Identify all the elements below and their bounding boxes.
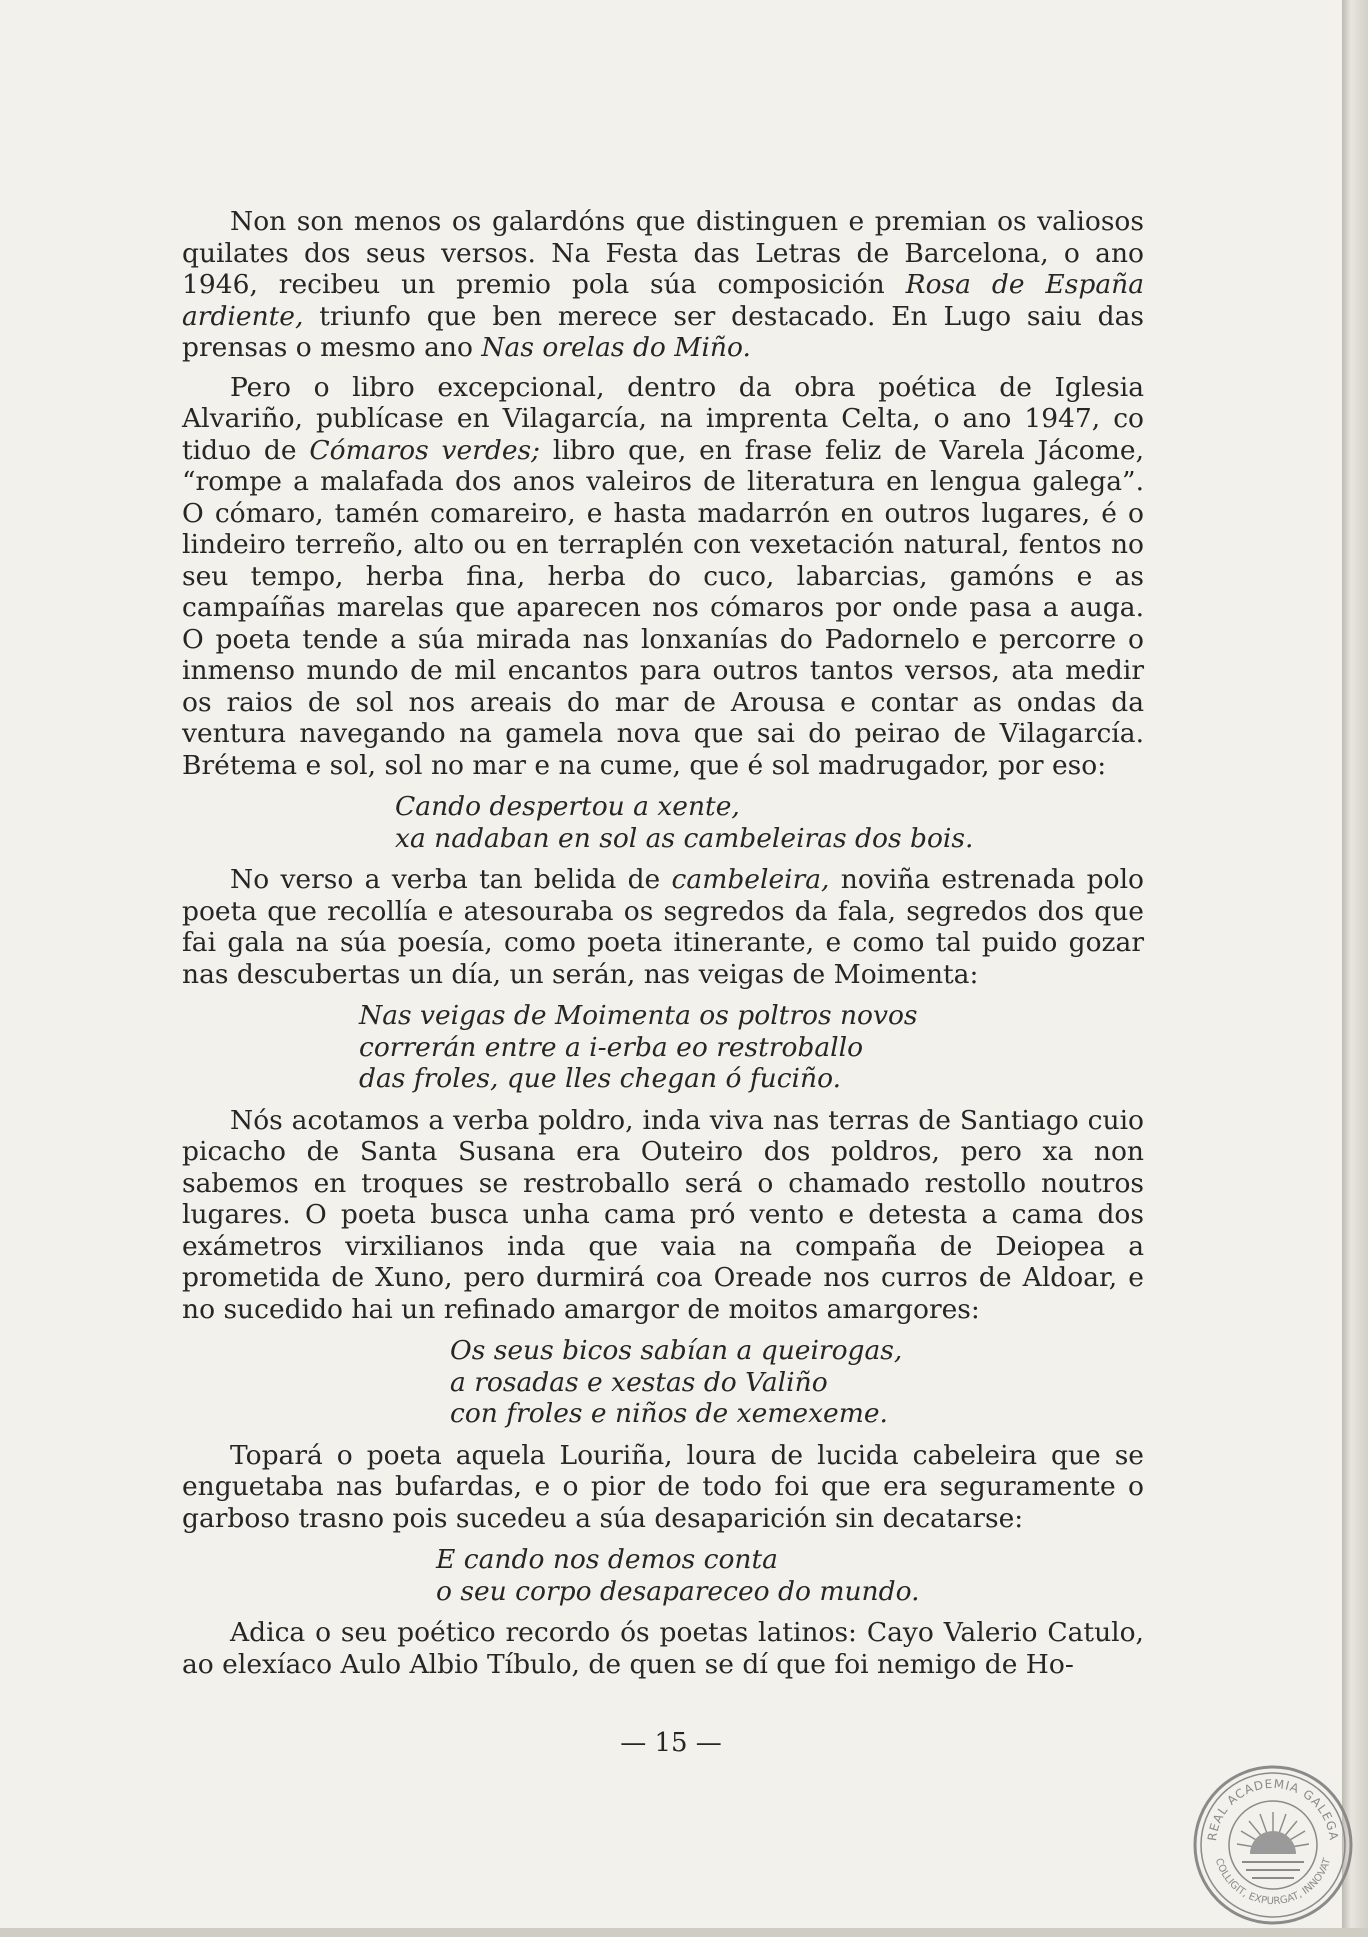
paragraph-3	[182, 864, 1144, 990]
verse-line: xa nadaban en sol as cambeleiras dos bois.	[395, 822, 974, 854]
academy-seal-icon	[1192, 1764, 1354, 1926]
verse-line: Nas veigas de Moimenta os poltros novos	[359, 1000, 918, 1031]
verse-line: con froles e niños de xemexeme.	[450, 1398, 888, 1429]
page-bottom-edge	[0, 1928, 1368, 1937]
verse-4	[182, 1544, 1144, 1607]
paragraph-1-text-a: Non son menos os galardóns que distinguen e premian os valiosos quilates dos seus versos. Na Festa das Letras de Barcelona, o ano 1946, recibeu un premio pola súa composición	[182, 206, 1144, 300]
title-rosa-de-espana: Rosa de España ardiente,	[182, 269, 1144, 332]
verse-1	[182, 791, 1144, 854]
verse-3	[182, 1335, 1144, 1430]
page-edge	[1342, 0, 1368, 1937]
title-nas-orelas: Nas orelas do Miño.	[481, 332, 751, 363]
verse-line: das froles, que lles chegan ó fuciño.	[359, 1063, 842, 1094]
seal-waves	[1242, 1862, 1304, 1878]
verse-line: a rosadas e xestas do Valiño	[450, 1366, 828, 1398]
page-number: — 15 —	[620, 1728, 722, 1758]
paragraph-1-text-b: triunfo que ben merece ser destacado. En Lugo saiu das prensas o mesmo ano	[182, 300, 1144, 363]
paragraph-6: Adica o seu poético recordo ós poetas latinos: Cayo Valerio Catulo, ao elexíaco Aulo Albio Tíbulo, de quen se dí que foi nemigo de Ho-	[182, 1617, 1144, 1680]
word-cambeleira: cambeleira,	[671, 864, 830, 895]
verse-line: correrán entre a i-erba eo restroballo	[359, 1031, 864, 1063]
verse-line: o seu corpo desapareceo do mundo.	[436, 1575, 920, 1607]
paragraph-5: Topará o poeta aquela Louriña, loura de lucida cabeleira que se enguetaba nas bufardas, e o pior de todo foi que era seguramente o garboso trasno pois sucedeu a súa desaparición sin decatarse:	[182, 1439, 1144, 1534]
seal-bottom-text: COLLIGIT, EXPURGAT, INNOVAT	[1212, 1856, 1334, 1908]
seal-sun	[1250, 1831, 1296, 1854]
title-comaros-verdes: Cómaros verdes;	[309, 434, 541, 466]
seal-top-text: REAL ACADEMIA GALEGA	[1205, 1776, 1341, 1842]
paragraph-4: Nós acotamos a verba poldro, inda viva nas terras de Santiago cuio picacho de Santa Susana era Outeiro dos poldros, pero xa non sabemos en troques se restroballo será o chamado restollo noutros lugares. O poeta busca unha cama pró vento e detesta a cama dos exámetros virxilianos inda que vaia na compaña de Deiopea a prometida de Xuno, pero durmirá coa Oreade nos curros de Aldoar, e no sucedido hai un refinado amargor de moitos amargores:	[182, 1104, 1144, 1325]
verse-line: Cando despertou a xente,	[395, 791, 740, 822]
paragraph-2-text-b: libro que, en frase feliz de Varela Jácome, “rompe a malafada dos anos valeiros de literatura en lengua galega”. O cómaro, tamén comareiro, e hasta madarrón en outros lugares, é o lindeiro terreño, alto ou en terraplén con vexetación natural, fentos no seu tempo, herba fina, herba do cuco, labarcias, gamóns e as campaíñas marelas que aparecen nos cómaros por onde pasa a auga. O poeta tende a súa mirada nas lonxanías do Padornelo e percorre o inmenso mundo de mil encantos para outros tantos versos, ata medir os raios de sol nos areais do mar de Arousa e contar as ondas da ventura navegando na gamela nova que sai do peirao de Vilagarcía. Brétema e sol, sol no mar e na cume, que é sol madrugador, por eso:	[182, 434, 1144, 781]
verse-2	[182, 1000, 1144, 1095]
verse-line: E cando nos demos conta	[436, 1544, 778, 1575]
paragraph-3-text-b: noviña estrenada polo poeta que recollía e atesouraba os segredos da fala, segredos dos que fai gala na súa poesía, como poeta itinerante, e como tal puido gozar nas descubertas un día, un serán, nas veigas de Moimenta:	[182, 864, 1144, 990]
paragraph-2	[182, 372, 1144, 782]
verse-line: Os seus bicos sabían a queirogas,	[450, 1335, 903, 1366]
paragraph-1	[182, 206, 1144, 364]
paragraph-3-text-a: No verso a verba tan belida de	[230, 864, 672, 895]
paragraph-2-text-a: Pero o libro excepcional, dentro da obra poética de Iglesia Alvariño, publícase en Vilagarcía, na imprenta Celta, o ano 1947, co tiduo de	[182, 371, 1144, 466]
body-text	[182, 206, 1144, 1680]
